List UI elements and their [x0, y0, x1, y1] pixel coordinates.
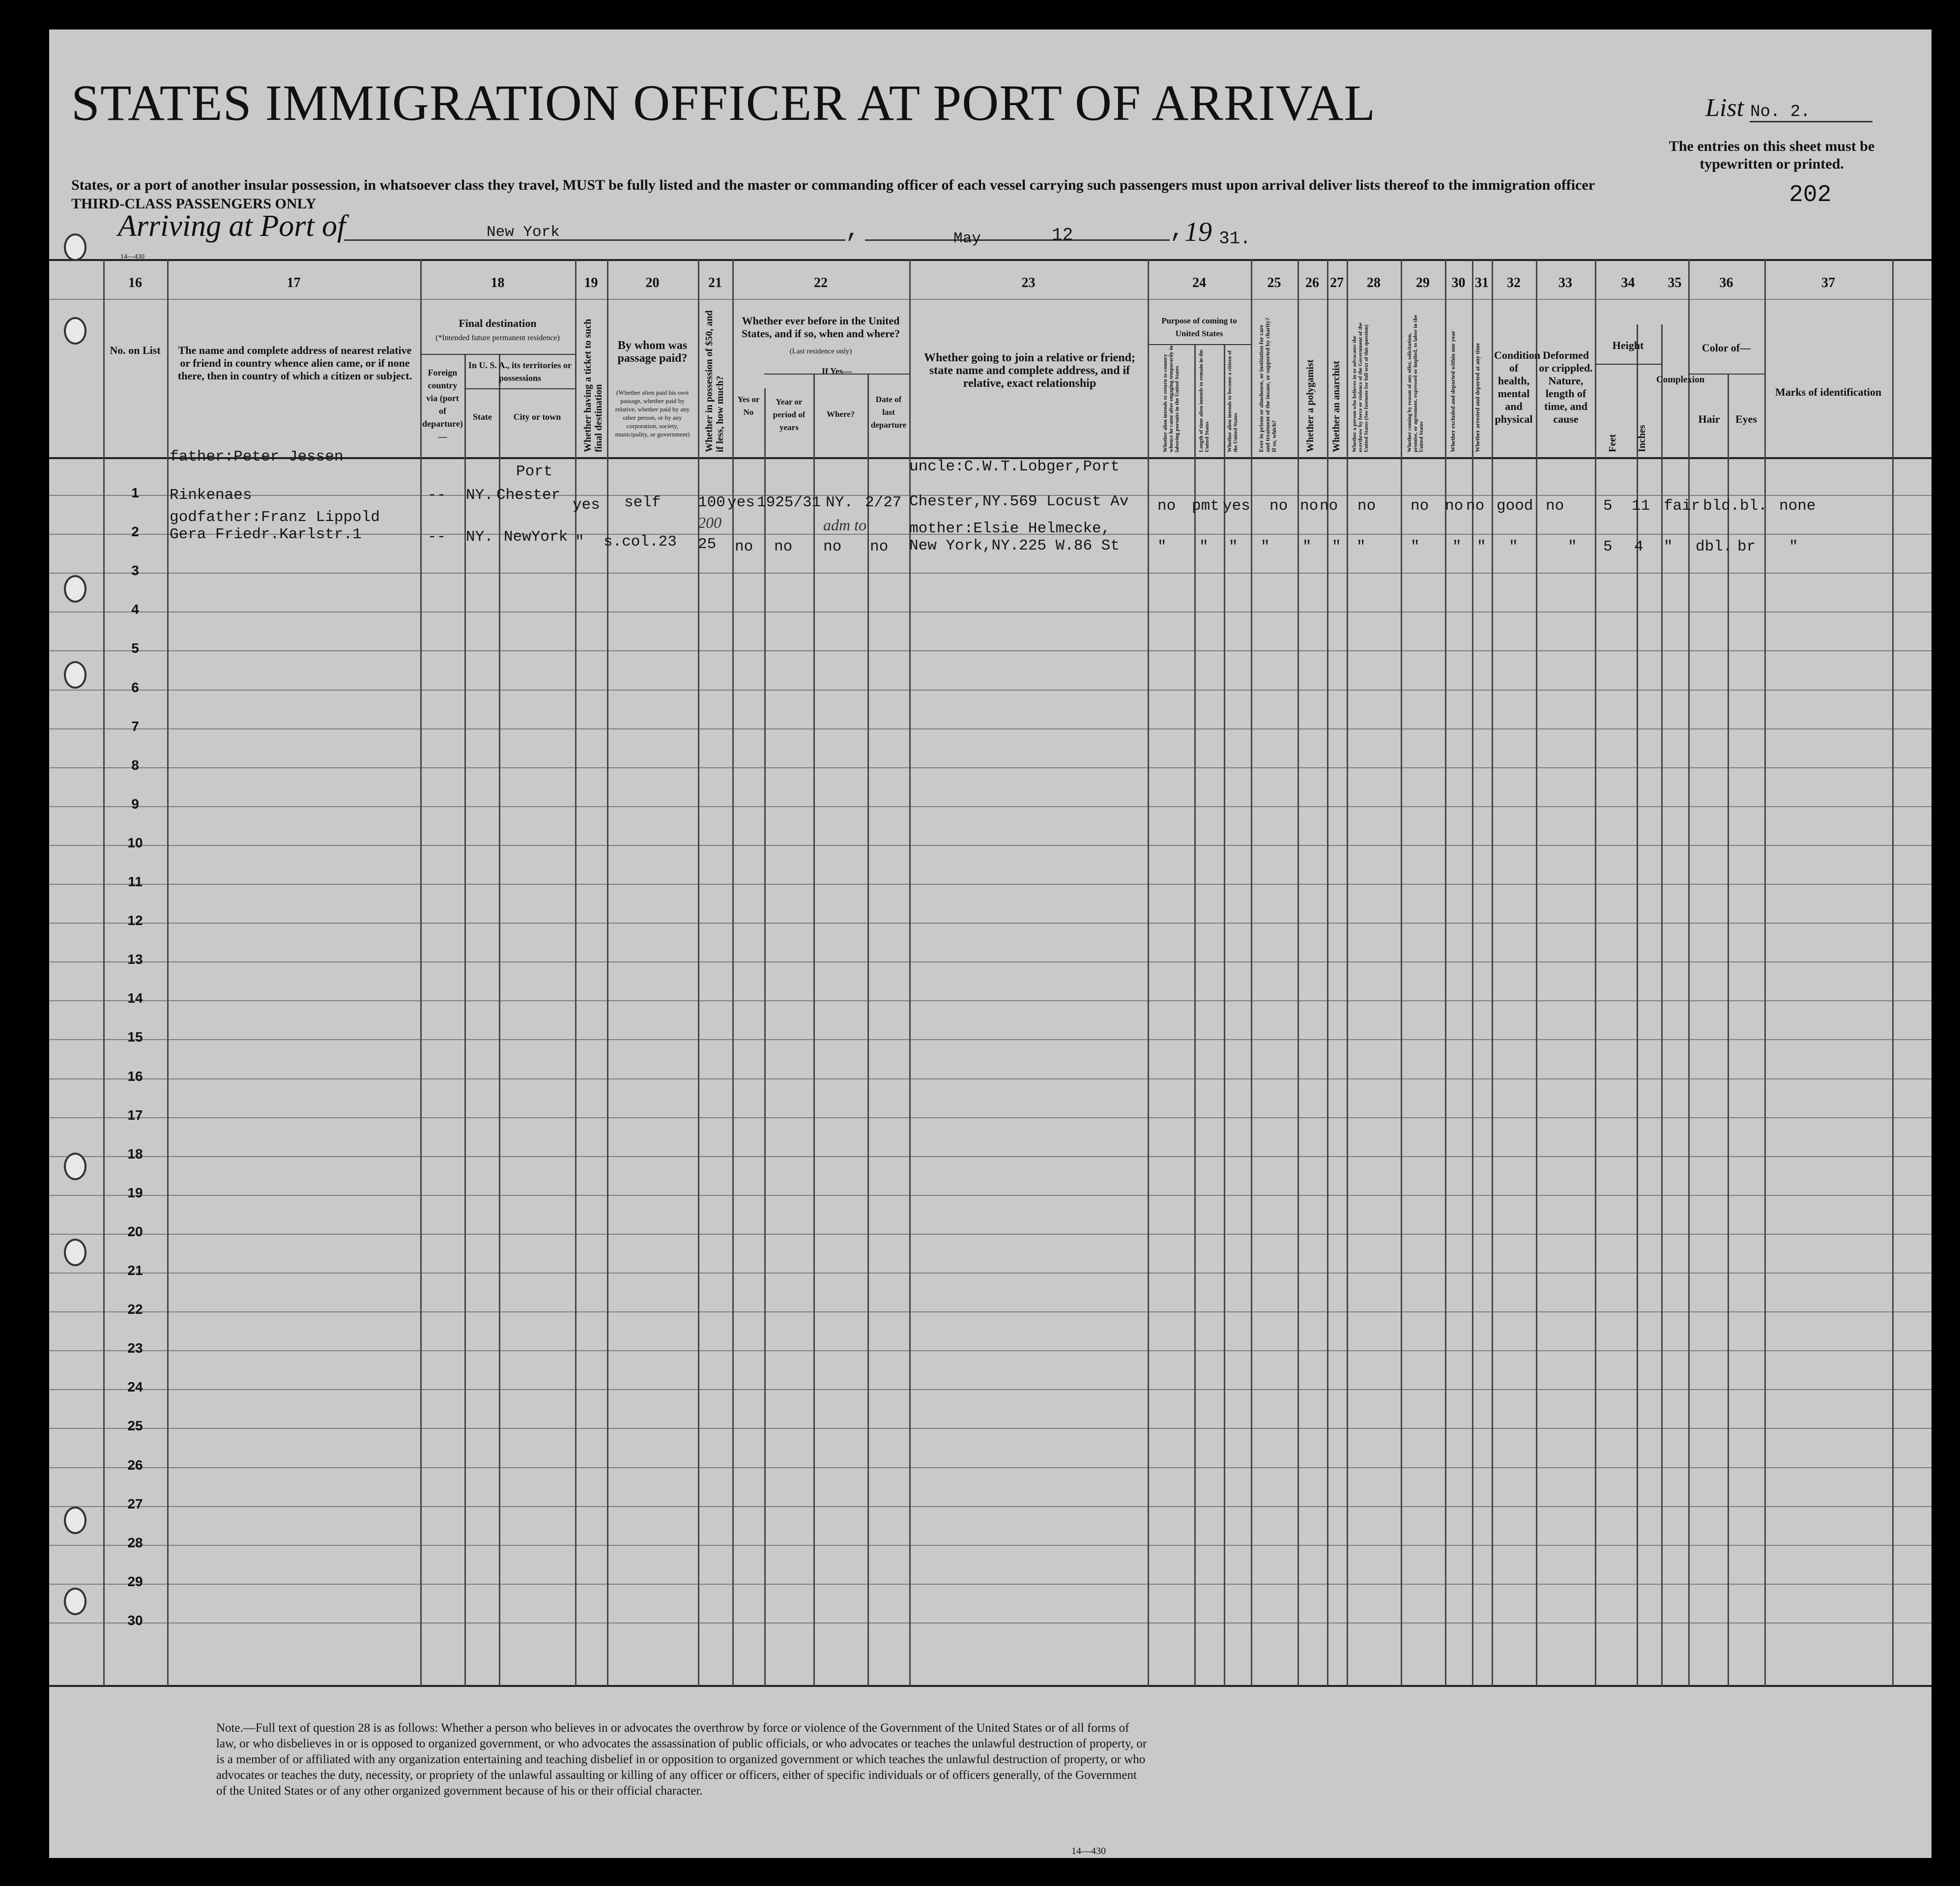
- paid-by: self: [624, 494, 661, 511]
- colnum-28: 28: [1367, 275, 1381, 290]
- height-inches: 11: [1632, 497, 1650, 515]
- header-offer: Whether coming by reason of any offer, solicitation, promise, or agreement, expressed or implied, to labor in the United States: [1407, 315, 1424, 452]
- relative-address: Rinkenaes: [170, 487, 252, 504]
- arrival-month: May: [953, 230, 981, 247]
- footnote: Note.—Full text of question 28 is as follows: Whether a person who believes in or advocates the overthrow by force or violence of the Government of the United States or of all forms of law, or who disbelieves in or is opposed to organized government, or who advocates the assassination of public officials, or who advocates or teaches the unlawful destruction of property, or is a member of or affiliated with any organization entertaining and teaching disbelief in or opposition to organized government or which teaches the unlawful destruction of property, or who advocates or teaches the duty, necessity, or propriety of the unlawful assaulting or killing of any officer or officers, either of specific individuals or of officers generally, of the Government of the United States or of any other organized government because of his or their official character.: [216, 1721, 1147, 1798]
- colnum-29: 29: [1416, 275, 1430, 290]
- page-number: 202: [1789, 182, 1832, 208]
- colnum-35: 35: [1668, 275, 1682, 290]
- row-number: 4: [131, 602, 139, 617]
- row-number: 2: [131, 524, 139, 539]
- row-line: [49, 573, 1931, 574]
- instruction-line: States, or a port of another insular possession, in whatsoever class they travel, MUST be fully listed and the master or commanding officer of each vessel carrying such passengers must upon arrival deliver lists thereof to the immigration officer: [71, 177, 1595, 193]
- year-prefix: 19: [1184, 217, 1212, 247]
- before-where: NY.: [826, 494, 853, 511]
- ditto: ": [1261, 538, 1270, 555]
- anarchist: no: [1320, 497, 1338, 515]
- row-line: [49, 961, 1931, 962]
- length-stay: pmt: [1192, 497, 1219, 515]
- joining-address: New York,NY.225 W.86 St: [909, 537, 1120, 554]
- row-number: 20: [127, 1224, 143, 1239]
- row-number: 13: [127, 952, 143, 967]
- row-line: [49, 1428, 1931, 1429]
- height-feet: 5: [1603, 497, 1613, 515]
- row-line: [49, 767, 1931, 768]
- row-line: [49, 1506, 1931, 1507]
- excluded: no: [1445, 497, 1464, 515]
- before-yes-no: no: [735, 538, 753, 555]
- page-title: STATES IMMIGRATION OFFICER AT PORT OF ARRIVAL: [71, 75, 1376, 131]
- row-number: 18: [127, 1146, 143, 1161]
- colnum-23: 23: [1021, 275, 1036, 290]
- row-line: [49, 923, 1931, 924]
- before-date: no: [870, 538, 889, 555]
- foreign-country: --: [428, 528, 446, 546]
- dest-city: NewYork: [504, 528, 568, 546]
- joining-name: mother:Elsie Helmecke,: [909, 520, 1111, 537]
- header-relative: The name and complete address of nearest relative or friend in country whence alien came, or if none there, then in country of which a citizen or subject.: [177, 344, 412, 382]
- header-paid-by: By whom was passage paid?: [617, 339, 688, 365]
- header-inches: Inches: [1637, 425, 1647, 452]
- before-years: 1925/31: [757, 494, 821, 511]
- ditto: ": [1356, 538, 1366, 555]
- eye-color: br: [1737, 538, 1756, 555]
- entries-note: The entries on this sheet must be typewritten or printed.: [1669, 138, 1875, 172]
- ditto: ": [1199, 538, 1209, 555]
- colnum-18: 18: [490, 275, 505, 290]
- header-complexion: Complexion: [1656, 375, 1705, 385]
- row-number: 29: [127, 1574, 143, 1589]
- before-yes-no: yes: [727, 494, 755, 511]
- row-line: [49, 1039, 1931, 1040]
- row-number: 16: [127, 1069, 143, 1084]
- citizen: yes: [1223, 497, 1250, 515]
- return-intent: no: [1157, 497, 1176, 515]
- colnum-24: 24: [1192, 275, 1206, 290]
- eye-color: bl.: [1740, 497, 1767, 515]
- ditto: ": [1509, 538, 1518, 555]
- row-number: 8: [131, 757, 139, 773]
- binder-hole: [64, 317, 86, 345]
- money-pencil: 200: [698, 514, 721, 531]
- colnum-19: 19: [584, 275, 598, 290]
- header-final-destination-sub: (*Intended future permanent residence): [435, 334, 560, 342]
- header-before-sub: (Last residence only): [789, 348, 852, 355]
- colnum-34: 34: [1621, 275, 1635, 290]
- row-number: 11: [128, 874, 143, 889]
- row-number: 12: [127, 913, 143, 928]
- ditto: ": [1157, 538, 1167, 555]
- header-money: Whether in possession of $50, and if less, how much?: [704, 310, 725, 452]
- header-anarchist: Whether an anarchist: [1331, 361, 1342, 452]
- row-line: [49, 650, 1931, 651]
- row-line: [49, 1000, 1931, 1001]
- row-number: 3: [131, 563, 139, 578]
- arriving-label: Arriving at Port of: [118, 209, 346, 243]
- colnum-22: 22: [814, 275, 828, 290]
- row-number: 21: [127, 1263, 143, 1278]
- form-number-top: 14—430: [120, 253, 144, 261]
- row-number: 15: [127, 1029, 143, 1045]
- header-date-departure: Date of last departure: [870, 395, 907, 430]
- relative-name: godfather:Franz Lippold: [170, 509, 380, 526]
- header-foreign-country: Foreign country via (port of departure)—: [422, 368, 463, 441]
- ticket: yes: [573, 496, 600, 514]
- arrested: no: [1466, 497, 1485, 515]
- row-number: 27: [127, 1496, 143, 1511]
- header-return-intent: Whether alien intends to return to country whence he came after engaging temporarily in laboring pursuits in the United States: [1162, 346, 1180, 452]
- header-arrested: Whether arrested and deported at any time: [1474, 343, 1481, 452]
- row-number: 9: [131, 796, 139, 812]
- header-health: Condition of health, mental and physical: [1494, 349, 1541, 425]
- row-line: [49, 1623, 1931, 1624]
- colnum-27: 27: [1330, 275, 1344, 290]
- row-line: [49, 1584, 1931, 1585]
- colnum-36: 36: [1719, 275, 1733, 290]
- binder-hole: [64, 575, 86, 603]
- header-feet: Feet: [1607, 434, 1618, 452]
- relative-name: father:Peter Jessen: [170, 448, 344, 465]
- row-line: [49, 728, 1931, 729]
- colnum-26: 26: [1305, 275, 1319, 290]
- row-line: [49, 806, 1931, 807]
- row-number: 30: [127, 1613, 143, 1628]
- ditto: ": [1477, 538, 1486, 555]
- row-line: [49, 1273, 1931, 1274]
- row-line: [49, 1117, 1931, 1118]
- money: 100: [698, 494, 725, 511]
- row-number: 17: [127, 1107, 143, 1123]
- offer: no: [1411, 497, 1429, 515]
- colnum-32: 32: [1507, 275, 1521, 290]
- before-years: no: [774, 538, 793, 555]
- row-line: [49, 690, 1931, 691]
- row-number: 22: [127, 1302, 143, 1317]
- row-line: [49, 1156, 1931, 1157]
- binder-hole: [64, 661, 86, 689]
- binder-hole: [64, 233, 86, 261]
- row-number: 1: [131, 485, 139, 500]
- relative-address: Gera Friedr.Karlstr.1: [170, 526, 362, 543]
- row-number: 24: [127, 1379, 143, 1394]
- row-line: [49, 1350, 1931, 1351]
- before-where: no: [823, 538, 842, 555]
- arrival-day: 12: [1052, 225, 1073, 245]
- row-line: [49, 845, 1931, 846]
- header-where: Where?: [826, 409, 855, 419]
- header-hair: Hair: [1698, 413, 1720, 425]
- header-usa: In U. S. A., its territories or possessions: [468, 360, 572, 383]
- dest-state: NY.: [466, 528, 493, 546]
- header-city: City or town: [513, 412, 561, 422]
- header-prison: Ever in prison or almshouse, or institution for care and treatment of the insane, or supported by charity? If so, which?: [1258, 318, 1277, 452]
- header-excluded: Whether excluded and deported within one year: [1449, 330, 1456, 452]
- ticket: ": [575, 533, 584, 551]
- header-final-destination: Final destination: [459, 317, 537, 329]
- complexion: fair: [1664, 497, 1701, 515]
- pencil-note: adm to: [823, 516, 866, 534]
- marks: none: [1779, 497, 1816, 515]
- row-line: [49, 1078, 1931, 1079]
- row-line: [49, 1467, 1931, 1468]
- header-marks: Marks of identification: [1775, 386, 1882, 398]
- row-number: 7: [131, 719, 139, 734]
- header-overthrow: Whether a person who believes in or advocates the overthrow by force or violence of the Government of the United States (See footnote for full text of this question): [1352, 322, 1369, 452]
- year-suffix: 31.: [1219, 229, 1251, 249]
- row-number: 10: [127, 835, 143, 850]
- prison: no: [1269, 497, 1288, 515]
- joining-name: uncle:C.W.T.Lobger,Port: [909, 458, 1120, 475]
- header-before-in-us: Whether ever before in the United States, and if so, when and where?: [741, 315, 900, 340]
- colnum-37: 37: [1821, 275, 1835, 290]
- row-number: 14: [127, 990, 143, 1006]
- deformed: no: [1546, 497, 1564, 515]
- dest-state: NY.: [466, 487, 493, 504]
- ditto: ": [1452, 538, 1462, 555]
- colnum-25: 25: [1267, 275, 1281, 290]
- row-number: 25: [127, 1418, 143, 1433]
- row-number: 23: [127, 1340, 143, 1356]
- binder-hole: [64, 1153, 86, 1180]
- row-line: [49, 1195, 1931, 1196]
- header-years: Year or period of years: [773, 397, 806, 432]
- ditto: ": [1229, 538, 1238, 555]
- row-number: 5: [131, 640, 139, 656]
- header-color-of: Color of—: [1701, 342, 1751, 354]
- height-inches: 4: [1634, 538, 1643, 555]
- ditto: ": [1568, 538, 1577, 555]
- header-no-on-list: No. on List: [110, 344, 161, 356]
- ditto: ": [1664, 538, 1673, 555]
- header-purpose: Purpose of coming to United States: [1161, 316, 1237, 338]
- hair-color: bld.: [1703, 497, 1740, 515]
- binder-hole: [64, 1239, 86, 1266]
- colnum-20: 20: [645, 275, 660, 290]
- colnum-33: 33: [1558, 275, 1572, 290]
- header-joining: Whether going to join a relative or friend; state name and complete address, and if relative, exact relationship: [924, 351, 1135, 390]
- paid-by: s.col.23: [604, 533, 677, 551]
- header-state: State: [473, 412, 492, 422]
- row-line: [49, 1311, 1931, 1312]
- colnum-17: 17: [287, 275, 301, 290]
- header-ticket: Whether having a ticket to such final destination: [582, 319, 604, 452]
- row-line: [49, 1389, 1931, 1390]
- list-number: List No. 2.: [1705, 94, 1811, 122]
- header-if-yes: If Yes—: [822, 366, 852, 376]
- header-height: Height: [1612, 339, 1644, 351]
- health: good: [1497, 497, 1533, 515]
- header-deformed: Deformed or crippled. Nature, length of time, and cause: [1539, 349, 1593, 425]
- row-line: [49, 1234, 1931, 1235]
- row-number: 28: [127, 1535, 143, 1550]
- row-number: 26: [127, 1457, 143, 1473]
- row-line: [49, 884, 1931, 885]
- header-eyes: Eyes: [1735, 413, 1757, 425]
- ditto: ": [1789, 538, 1798, 555]
- binder-hole: [64, 1588, 86, 1615]
- class-line: THIRD-CLASS PASSENGERS ONLY: [71, 196, 317, 212]
- overthrow: no: [1357, 497, 1376, 515]
- header-yes-no: Yes or No: [737, 395, 760, 417]
- row-line: [49, 611, 1931, 612]
- ditto: ": [1411, 538, 1420, 555]
- money: 25: [698, 536, 717, 553]
- binder-hole: [64, 1507, 86, 1534]
- colnum-21: 21: [708, 275, 722, 290]
- form-number: 14—430: [1071, 1846, 1106, 1857]
- hair-color: dbl.: [1696, 538, 1732, 555]
- header-citizen: Whether alien intends to become a citizen of the United States: [1227, 350, 1239, 452]
- height-feet: 5: [1603, 538, 1613, 555]
- port-of-arrival: New York: [487, 224, 560, 241]
- header-paid-by-sub: (Whether alien paid his own passage, whether paid by relative, whether paid by any other person, or by any corporation, society, municipality, or government): [615, 389, 690, 438]
- dest-city: Port: [516, 463, 553, 480]
- colnum-30: 30: [1451, 275, 1466, 290]
- row-number: 6: [131, 680, 139, 695]
- header-polygamist: Whether a polygamist: [1305, 359, 1316, 452]
- row-line: [49, 1545, 1931, 1546]
- dest-city-2: Chester: [496, 487, 561, 504]
- joining-address: Chester,NY.569 Locust Av: [909, 493, 1129, 510]
- ditto: ": [1332, 538, 1341, 555]
- row-number: 19: [127, 1185, 143, 1200]
- colnum-16: 16: [128, 275, 142, 290]
- colnum-31: 31: [1475, 275, 1489, 290]
- polygamist: no: [1300, 497, 1319, 515]
- ditto: ": [1302, 538, 1312, 555]
- before-date: 2/27: [865, 494, 902, 511]
- foreign-country: --: [428, 487, 446, 504]
- header-length-stay: Length of time alien intends to remain in the United States: [1198, 349, 1210, 452]
